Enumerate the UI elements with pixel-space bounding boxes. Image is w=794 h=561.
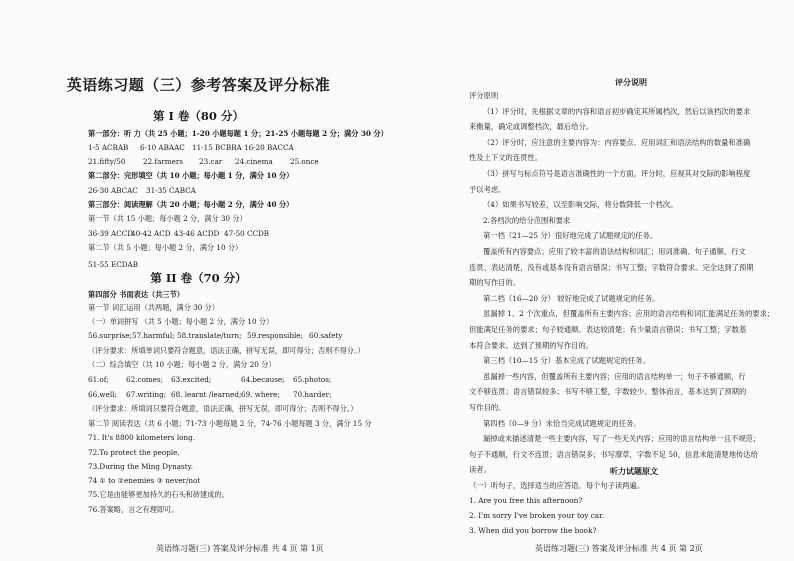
answer-group: 58.translate/turn; <box>177 331 242 340</box>
answer-group: 24.cinema <box>235 157 273 166</box>
answer-group: 56.surprise; <box>88 331 132 340</box>
scoring-note-line: 本符合要求。达到了预期的写作目的。 <box>469 340 594 350</box>
scoring-note-line: 第二档（16—20 分） 较好地完成了试题规定的任务。 <box>483 293 660 303</box>
scoring-note-line: 句子不通顺，行文不连贯；语言错误多；书写潦草，字数不足 50，信息未能清楚地传达给 <box>469 449 758 459</box>
answer-group: 1-5 ACBAB <box>88 143 129 152</box>
answer-group: 57.harmful; <box>132 331 175 340</box>
scoring-notes-title: 评分说明 <box>615 77 647 87</box>
answer-group: 65.photos; <box>293 375 332 384</box>
answer-74: 74 ① to ②enemies ③ never/not <box>88 476 201 485</box>
scoring-note-line: 2.各档次的给分范围和要求 <box>483 215 571 225</box>
answer-group: 68. learnt /learned; <box>171 390 242 399</box>
answers-1-20 <box>88 143 294 152</box>
scoring-note-line: 予以考虑。 <box>469 184 506 194</box>
scoring-note-line: 虽漏掉 1、2 个次重点，但覆盖所有主要内容；应用的语言结构和词汇能满足任务的要求； <box>483 309 775 319</box>
scoring-note-line: 第四档（0—9 分）未恰当完成试题规定的任务。 <box>483 418 641 428</box>
answer-group: 40-42 ACD <box>131 229 171 238</box>
reading-expression-line: 第二节 阅读表达（共 6 小题；71-73 小题每题 2 分，74-76 小题每题 3 分，满分 15 分 <box>88 419 372 428</box>
answer-group: 47-50 CCDB <box>224 229 270 238</box>
vocab-section-line: 第一节 词汇运用（共两题，满分 30 分） <box>88 303 220 312</box>
section2-line: 第二节（共 5 小题；每小题 2 分，满分 10 分） <box>88 243 243 252</box>
scoring-note-line: 但能满足任务的要求；句子较通顺、表达较清楚；有少量语言错误；书写工整；字数基 <box>469 325 747 334</box>
answer-group: 67.writing; <box>126 390 167 399</box>
answer-group: 11-15 BCBBA <box>192 143 242 152</box>
scoring-note-line: 连贯、表达清楚，没有或基本没有语言错误；书写工整；字数符合要求。完全达到了预期 <box>469 262 754 272</box>
answer-75: 75.它是由能够更加持久的石头和砖建成的。 <box>88 490 229 499</box>
answers-56-60 <box>88 331 342 340</box>
listening-title: 听力试题原文 <box>610 466 658 476</box>
writing-part-line: 第四部分 书面表达（共三节） <box>88 290 184 299</box>
answer-group: 62.comes; <box>126 375 163 384</box>
answers-66-70 <box>88 390 332 399</box>
answer-71: 71. It's 8800 kilometers long. <box>88 433 196 442</box>
document-title: 英语练习题（三）参考答案及评分标准 <box>66 76 331 94</box>
scoring-note-line: 写作目的。 <box>469 403 506 412</box>
scoring-note-line: 第三档（10—15 分）基本完成了试题规定的任务。 <box>483 356 650 366</box>
page-footer-left: 英语练习题(三) 答案及评分标准 共 4 页 第 1页 <box>156 544 324 553</box>
answer-group: 26-30 ABCAC <box>88 186 138 195</box>
answer-group: 25.once <box>290 157 319 166</box>
answer-group: 64.because; <box>241 375 285 384</box>
scoring-note-line: 期的写作目的。 <box>469 278 521 288</box>
answer-group: 61.of; <box>88 375 109 384</box>
answers-61-65 <box>88 375 331 384</box>
answer-group: 36-39 ACCD <box>88 229 133 238</box>
part2-heading: 第 II 卷（70 分） <box>150 271 247 285</box>
scoring-note-line: 文不够连贯；语言错误较多；书写不够工整，字数较少。整体而言，基本达到了预期的 <box>469 387 747 397</box>
part1-heading: 第 I 卷（80 分） <box>153 109 244 123</box>
answer-group: 22.farmers <box>143 157 184 166</box>
answer-76: 76.答案略，言之有理即可。 <box>88 505 179 514</box>
scoring-note-line: 来衡量，确定或调整档次，最后给分。 <box>469 122 594 132</box>
scoring-req-1: （评分要求：所填单词只要符合题意，语法正确，拼写无误，即可得分；否则不得分。） <box>88 346 365 355</box>
answer-group: 60.safety <box>309 331 343 340</box>
listening-item: 1. Are you free this afternoon? <box>469 496 583 505</box>
part2-cloze-line: 第二部分：完形填空（共 10 小题；每小题 1 分，满分 10 分） <box>88 171 294 180</box>
listening-item: 3. When did you borrow the book? <box>469 526 597 535</box>
cloze-fill-line: （二）综合填空（共 10 小题；每小题 2 分，满分 20 分） <box>88 360 276 369</box>
answer-group: 66.well; <box>88 390 117 399</box>
answer-group: 43-46 ACDD <box>174 229 220 238</box>
scoring-note-line: （1）评分时，先根据文章的内容和语言初步确定其所属档次，然后以该档次的要求 <box>483 106 751 116</box>
scoring-note-line: 覆盖所有内容要点；应用了较丰富的语法结构和词汇；用词准确、句子通顺、行文 <box>483 247 746 256</box>
listening-item: 2. I'm sorry I've broken your toy car. <box>469 511 605 520</box>
answer-group: 21.fifty/50 <box>88 157 126 166</box>
listening-intro: （一）听句子，选择适当的应答语。每个句子读两遍。 <box>469 481 645 490</box>
answer-group: 31-35 CABCA <box>146 186 196 195</box>
scoring-note-line: （2）评分时，应注意的主要内容为：内容要点、应用词汇和语法结构的数量和准确 <box>483 137 751 147</box>
answer-group: 16-20 BACCA <box>244 143 294 152</box>
part1-listening-line: 第一部分：听 力（共 25 小题；1-20 小题每题 1 分；21-25 小题每题 2 分；满分 30 分） <box>88 129 388 138</box>
answers-51-55: 51-55 ECDAB <box>88 260 138 269</box>
scoring-note-line: （4）如果书写较差，以至影响交际，将分数降低一个档次。 <box>483 200 678 210</box>
scoring-note-line: 虽漏掉一些内容，但覆盖所有主要内容；应用的语言结构单一；句子不够通顺，行 <box>483 371 746 381</box>
scoring-note-line: 第一档（21—25 分）很好地完成了试题规定的任务。 <box>483 231 658 241</box>
scoring-note-line: 性及上下文的连贯性。 <box>469 153 542 163</box>
answer-group: 6-10 ABAAC <box>140 143 185 152</box>
scoring-req-2: （评分要求：所填词只要符合题意，语法正确，拼写无误，即可得分；否则不得分。） <box>88 404 358 413</box>
section1-line: 第一节（共 15 小题；每小题 2 分，满分 30 分） <box>88 214 247 223</box>
scoring-note-line: 漏掉或未描述清楚一些主要内容，写了一些无关内容；应用的语言结构单一且不规范； <box>483 434 761 444</box>
answer-73: 73.During the Ming Dynasty. <box>88 462 194 471</box>
answer-group: 59.responsible; <box>247 331 303 340</box>
page-footer-right: 英语练习题(三) 答案及评分标准 共 4 页 第 2页 <box>535 544 703 553</box>
answer-group: 63.excited; <box>171 375 212 384</box>
answer-group: 69. where; <box>241 390 280 399</box>
answers-21-25 <box>88 157 319 166</box>
answers-36-50 <box>88 229 269 238</box>
scoring-note-line: 读者。 <box>469 465 491 475</box>
answer-group: 70.harder; <box>293 390 332 399</box>
answer-group: 23.car <box>199 157 223 166</box>
scoring-note-line: 评分原则 <box>469 91 499 100</box>
scoring-note-line: （3）拼写与标点符号是语言准确性的一个方面，评分时，应视其对交际的影响程度 <box>483 169 751 178</box>
answer-72: 72.To protect the people. <box>88 448 180 457</box>
answers-26-35 <box>88 186 196 195</box>
spelling-line: （一）单词拼写 （共 5 小题；每小题 2 分，满分 10 分） <box>88 317 274 326</box>
part3-reading-line: 第三部分：阅读理解（共 20 小题；每小题 2 分，满分 40 分） <box>88 200 294 209</box>
answer-page-right <box>397 0 794 561</box>
